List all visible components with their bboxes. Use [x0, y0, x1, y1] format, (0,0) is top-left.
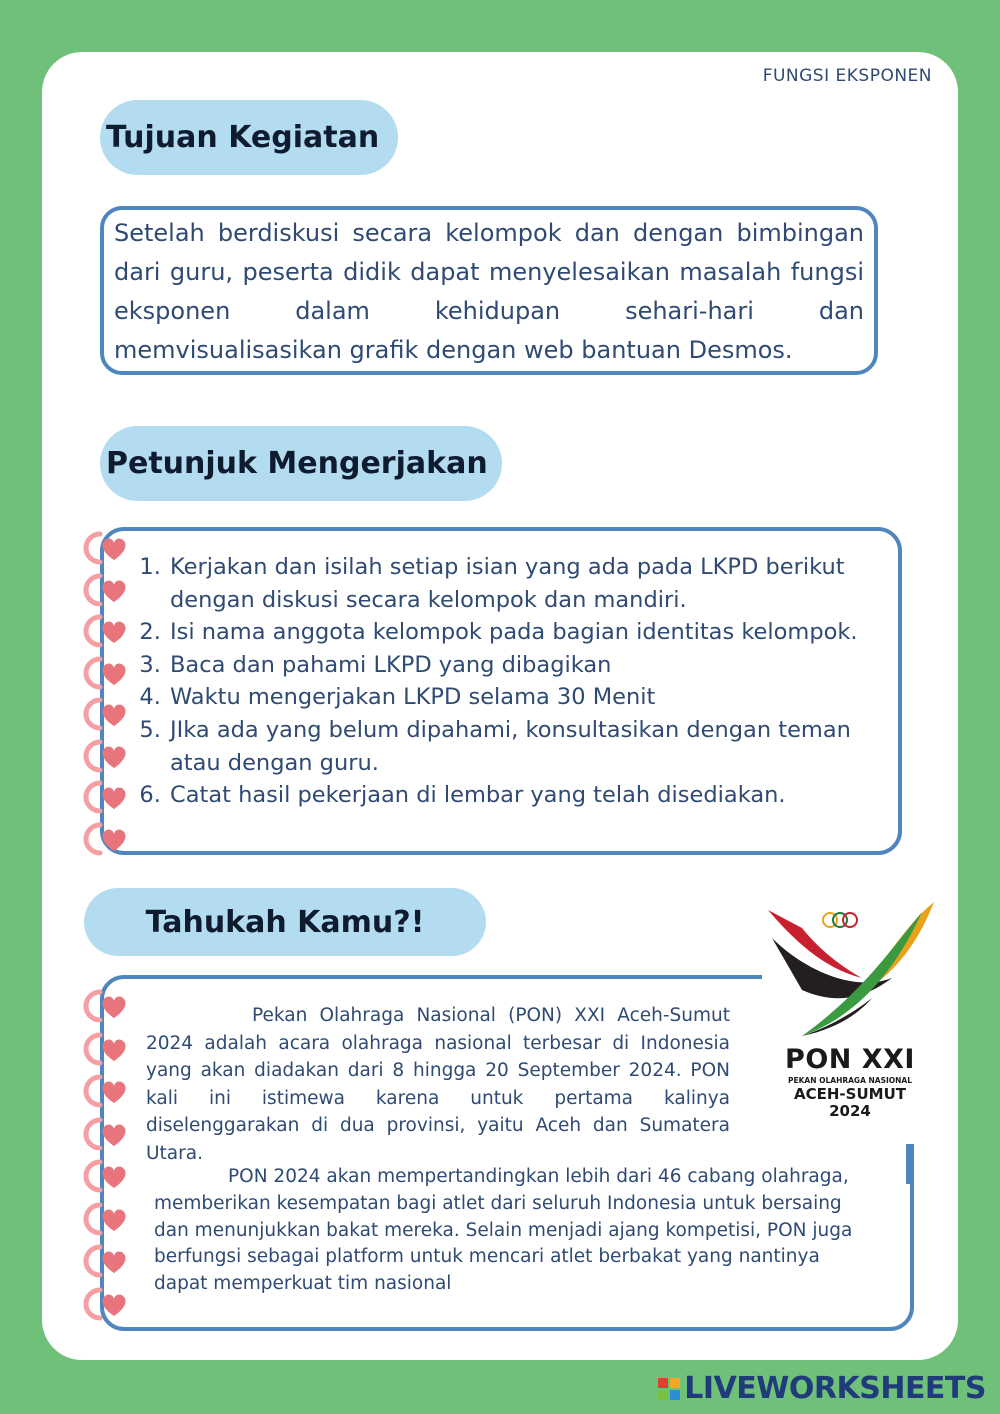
liveworksheets-brand[interactable]: [658, 1371, 986, 1406]
logo-year: 2024: [829, 1102, 871, 1120]
binder-ring-heart-icon: [78, 1031, 124, 1067]
brand-text: LIVEWORKSHEETS: [684, 1371, 986, 1406]
step-item: 5. JIka ada yang belum dipahami, konsultasikan dengan teman atau dengan guru.: [168, 714, 898, 779]
binder-ring-heart-icon: [78, 1201, 124, 1237]
liveworksheets-logo-icon: [658, 1378, 680, 1400]
pon-paragraph-2: PON 2024 akan mempertandingkan lebih dari 46 cabang olahraga, memberikan kesempatan bagi atlet dari seluruh Indonesia untuk bersaing dan menunjukkan bakat mereka. Selain menjadi ajang kompetisi, PON juga berfungsi sebagai platform untuk mencari atlet berbakat yang nantinya dapat memperkuat tim nasional: [154, 1166, 853, 1295]
step-item: 6. Catat hasil pekerjaan di lembar yang telah disediakan.: [168, 779, 898, 812]
box-edge: [906, 1144, 910, 1184]
binder-ring-heart-icon: [78, 1286, 124, 1322]
logo-subtitle: PEKAN OLAHRAGA NASIONAL: [787, 1076, 913, 1085]
binder-ring-heart-icon: [78, 1158, 124, 1194]
tahukah-title: Tahukah Kamu?!: [145, 904, 425, 940]
binder-rings-tahukah: [78, 988, 128, 1328]
binder-ring-heart-icon: [78, 1073, 124, 1109]
pon-logo: [762, 898, 938, 1128]
petunjuk-title: Petunjuk Mengerjakan: [106, 446, 488, 481]
binder-ring-heart-icon: [78, 738, 124, 774]
tujuan-box: [100, 206, 878, 375]
step-item: 4. Waktu mengerjakan LKPD selama 30 Menit: [168, 681, 898, 714]
steps-list: [104, 551, 898, 812]
petunjuk-title-pill: [100, 426, 502, 501]
binder-ring-heart-icon: [78, 779, 124, 815]
tujuan-title-pill: [100, 100, 398, 175]
pon-paragraph-1: Pekan Olahraga Nasional (PON) XXI Aceh-Sumut 2024 adalah acara olahraga nasional terbesar di Indonesia yang akan diadakan dari 8 hingga 20 September 2024. PON kali ini istimewa karena untuk pertama kalinya diselenggarakan di dua provinsi, yaitu Aceh dan Sumatera Utara.: [146, 1005, 730, 1164]
tujuan-title: Tujuan Kegiatan: [106, 120, 380, 155]
binder-rings-petunjuk: [78, 530, 128, 860]
step-item: 1. Kerjakan dan isilah setiap isian yang ada pada LKPD berikut dengan diskusi secara kelompok dan mandiri.: [168, 551, 898, 616]
binder-ring-heart-icon: [78, 530, 124, 566]
header-tag: FUNGSI EKSPONEN: [762, 66, 932, 86]
binder-ring-heart-icon: [78, 613, 124, 649]
binder-ring-heart-icon: [78, 572, 124, 608]
step-item: 2. Isi nama anggota kelompok pada bagian identitas kelompok.: [168, 616, 898, 649]
logo-region: ACEH-SUMUT: [794, 1085, 906, 1103]
binder-ring-heart-icon: [78, 1116, 124, 1152]
logo-title: PON XXI: [785, 1044, 915, 1075]
petunjuk-box: [100, 527, 902, 855]
binder-ring-heart-icon: [78, 696, 124, 732]
binder-ring-heart-icon: [78, 988, 124, 1024]
binder-ring-heart-icon: [78, 821, 124, 857]
step-item: 3. Baca dan pahami LKPD yang dibagikan: [168, 649, 898, 682]
pon-emblem-icon: [762, 898, 938, 1048]
binder-ring-heart-icon: [78, 655, 124, 691]
binder-ring-heart-icon: [78, 1243, 124, 1279]
tahukah-title-pill: [84, 888, 486, 956]
tujuan-text: Setelah berdiskusi secara kelompok dan dengan bimbingan dari guru, peserta didik dapat menyelesaikan masalah fungsi eksponen dalam kehidupan sehari-hari dan memvisualisasikan grafik dengan web bantuan Desmos.: [114, 219, 864, 364]
